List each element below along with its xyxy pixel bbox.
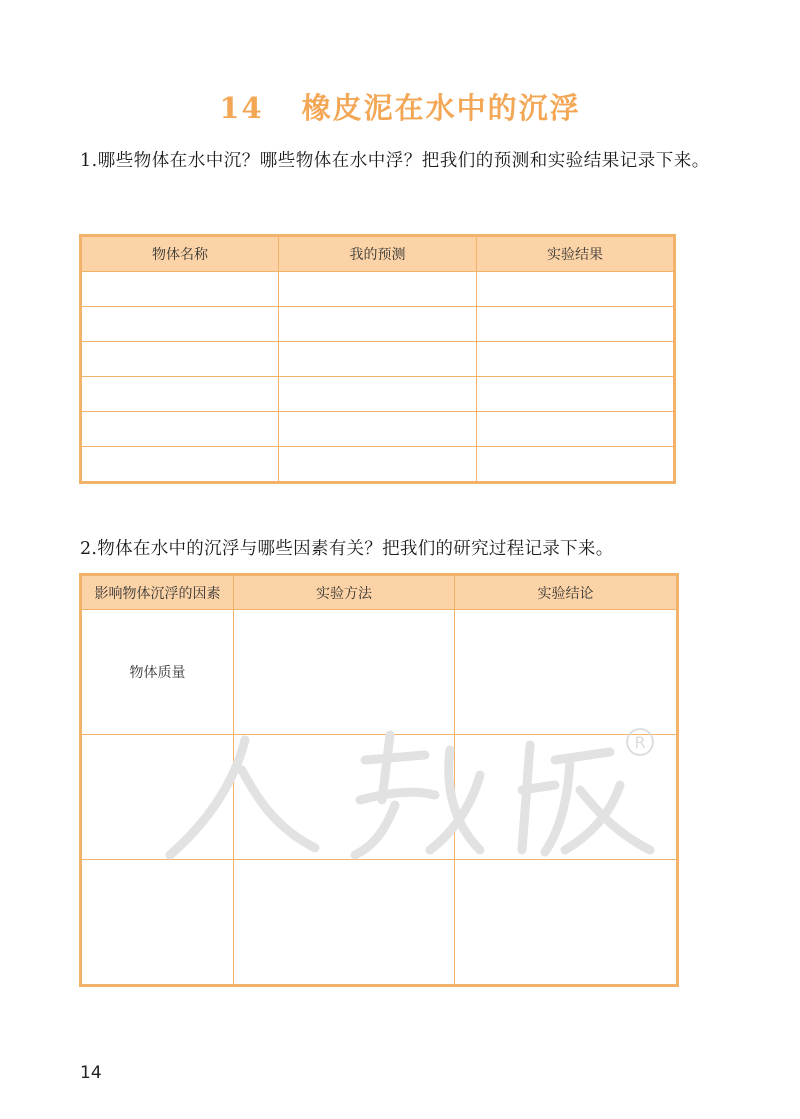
table-cell[interactable] xyxy=(81,377,279,412)
table-row xyxy=(81,307,675,342)
table-cell[interactable] xyxy=(477,272,675,307)
lesson-title-text: 橡皮泥在水中的沉浮 xyxy=(301,91,581,125)
table-row xyxy=(81,860,678,986)
question-2-text: 2.物体在水中的沉浮与哪些因素有关？把我们的研究过程记录下来。 xyxy=(80,539,614,559)
table-row xyxy=(81,412,675,447)
table-row xyxy=(81,610,678,735)
table-header-row xyxy=(81,236,675,272)
column-header-my-prediction: 我的预测 xyxy=(279,236,477,272)
factor-cell[interactable] xyxy=(81,860,234,986)
table-cell[interactable] xyxy=(477,342,675,377)
table-cell[interactable] xyxy=(279,342,477,377)
question-1-text: 1.哪些物体在水中沉？哪些物体在水中浮？把我们的预测和实验结果记录下来。 xyxy=(80,151,710,171)
table-cell[interactable] xyxy=(477,447,675,483)
table-cell[interactable] xyxy=(81,272,279,307)
column-header-factor: 影响物体沉浮的因素 xyxy=(81,575,234,610)
table-cell[interactable] xyxy=(279,447,477,483)
table-row xyxy=(81,342,675,377)
table-cell[interactable] xyxy=(234,610,455,735)
table-row xyxy=(81,377,675,412)
table-row xyxy=(81,735,678,860)
table-header-row xyxy=(81,575,678,610)
table-cell[interactable] xyxy=(81,342,279,377)
table-cell[interactable] xyxy=(455,860,678,986)
column-header-object-name: 物体名称 xyxy=(81,236,279,272)
table-cell[interactable] xyxy=(234,860,455,986)
factor-research-table xyxy=(79,573,679,987)
factor-cell: 物体质量 xyxy=(81,610,234,735)
page-number: 14 xyxy=(80,1063,102,1083)
table-cell[interactable] xyxy=(455,735,678,860)
table-cell[interactable] xyxy=(279,412,477,447)
column-header-experiment-result: 实验结果 xyxy=(477,236,675,272)
table-cell[interactable] xyxy=(81,307,279,342)
table-row xyxy=(81,272,675,307)
table-cell[interactable] xyxy=(279,272,477,307)
table-row xyxy=(81,447,675,483)
table-cell[interactable] xyxy=(477,307,675,342)
lesson-number: 14 xyxy=(219,91,264,125)
table-cell[interactable] xyxy=(81,447,279,483)
prediction-results-table xyxy=(79,234,676,484)
table-cell[interactable] xyxy=(477,377,675,412)
table-cell[interactable] xyxy=(477,412,675,447)
column-header-experiment-method: 实验方法 xyxy=(234,575,455,610)
table-cell[interactable] xyxy=(455,610,678,735)
table-cell[interactable] xyxy=(279,377,477,412)
table-cell[interactable] xyxy=(279,307,477,342)
column-header-experiment-conclusion: 实验结论 xyxy=(455,575,678,610)
lesson-title xyxy=(0,86,800,127)
table-cell[interactable] xyxy=(81,412,279,447)
table-cell[interactable] xyxy=(234,735,455,860)
factor-cell[interactable] xyxy=(81,735,234,860)
svg-text:R: R xyxy=(634,733,646,752)
